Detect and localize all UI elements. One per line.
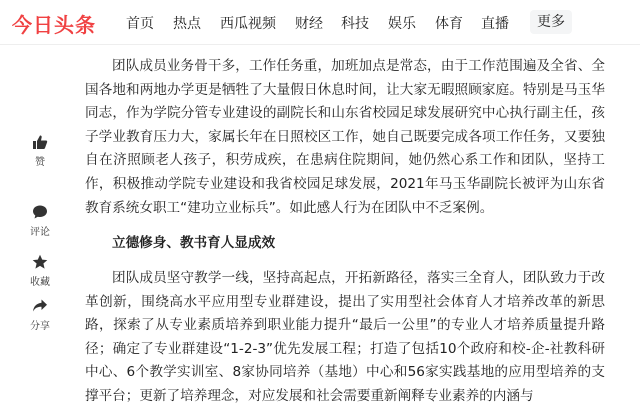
- top-navigation-bar: [0, 0, 640, 45]
- comment-icon: [18, 204, 62, 220]
- star-icon: [18, 254, 62, 270]
- nav-item-finance[interactable]: 财经: [295, 16, 323, 32]
- nav-item-home[interactable]: 首页: [126, 16, 154, 32]
- nav-item-tech[interactable]: 科技: [341, 16, 369, 32]
- nav-item-sports[interactable]: 体育: [435, 16, 463, 32]
- article-section-heading: 立德修身、教书育人显成效: [112, 235, 276, 251]
- article-paragraph: 团队成员业务骨干多，工作任务重，加班加点是常态，由于工作范围遍及全省、全国各地和两地办学更是牺牲了大量假日休息时间，让大家无暇照顾家庭。特别是马玉华同志，作为学院分管专业建设的副院长和山东省校园足球发展研究中心执行副主任，孩子学业教育压力大，家属长年在日照校区工作，她自己既要完成各项工作任务，又要独自在济照顾老人孩子，积劳成疾，在患病住院期间，她仍然心系工作和团队，坚持工作，积极推动学院专业建设和我省校园足球发展，2021年马玉华副院长被评为山东省教育系统女职工“建功立业标兵”。如此感人行为在团队中不乏案例。: [85, 58, 605, 216]
- favorite-label: 收藏: [30, 277, 50, 288]
- nav-item-xigua-video[interactable]: 西瓜视频: [220, 16, 276, 32]
- like-button[interactable]: [18, 134, 62, 168]
- comment-button[interactable]: [18, 204, 62, 238]
- article-body: [85, 44, 605, 411]
- nav-item-live[interactable]: 直播: [481, 16, 509, 32]
- comment-label: 评论: [30, 227, 50, 238]
- toutiao-logo[interactable]: 今日头条: [12, 13, 96, 37]
- nav-more-button[interactable]: 更多: [530, 10, 572, 34]
- nav-item-entertainment[interactable]: 娱乐: [388, 16, 416, 32]
- like-label: 赞: [35, 157, 45, 168]
- article-paragraph: 团队成员坚守教学一线，坚持高起点，开拓新路径，落实三全育人，团队致力于改革创新，围绕高水平应用型专业群建设，提出了实用型社会体育人才培养改革的新思路，探索了从专业素质培养到职业能力提升“最后一公里”的专业人才培养质量提升路径；确定了专业群建设“1-2-3”优先发展工程；打造了包括10个政府和校-企-社教科研中心、6个教学实训室、8家协同培养（基地）中心和56家实践基地的应用型培养的支撑平台；更新了培养理念，对应发展和社会需要重新阐释专业素养的内涵与: [85, 270, 605, 404]
- share-label: 分享: [30, 321, 50, 332]
- share-button[interactable]: [18, 298, 62, 332]
- share-icon: [18, 298, 62, 314]
- thumbs-up-icon: [18, 134, 62, 150]
- favorite-button[interactable]: [18, 254, 62, 288]
- nav-item-hot[interactable]: 热点: [173, 16, 201, 32]
